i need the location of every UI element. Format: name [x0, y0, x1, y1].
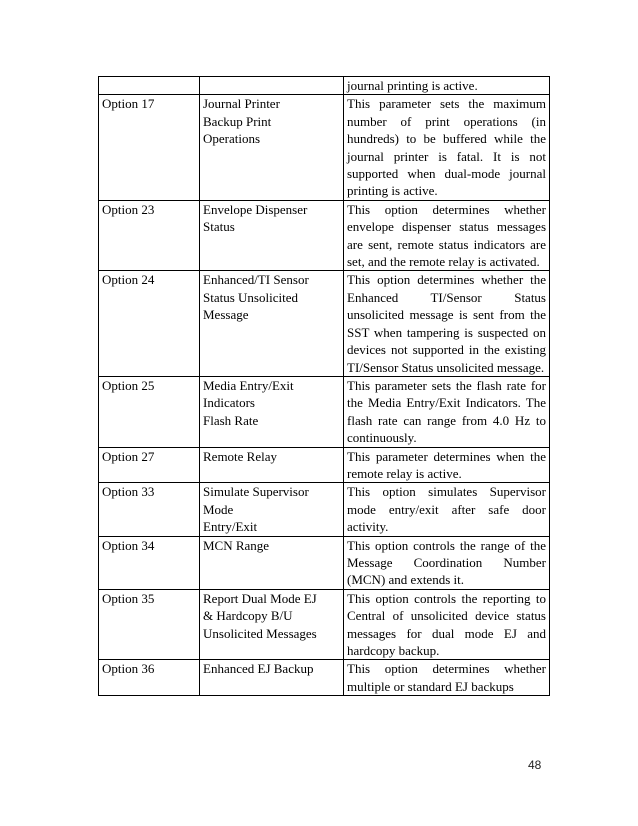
- options-table-body: [99, 77, 550, 696]
- name-cell: [200, 271, 344, 376]
- description-cell: This option controls the range of the Message Coordination Number (MCN) and extends it.: [344, 536, 550, 589]
- description-cell: This option determines whether multiple or standard EJ backups: [344, 660, 550, 696]
- option-cell: Option 23: [99, 200, 200, 271]
- description-cell: This option determines whether the Enhanced TI/Sensor Status unsolicited message is sent from the SST when tampering is suspected on devices not supported in the existing TI/Sensor Status unsolicited message.: [344, 271, 550, 376]
- page-number: 48: [528, 758, 542, 772]
- name-line: Indicators: [203, 395, 255, 411]
- description-cell: This parameter sets the flash rate for the Media Entry/Exit Indicators. The flash rate can range from 4.0 Hz to continuously.: [344, 376, 550, 447]
- table-row: [99, 536, 550, 589]
- option-cell: Option 27: [99, 447, 200, 483]
- description-cell: This option simulates Supervisor mode entry/exit after safe door activity.: [344, 483, 550, 536]
- table-row: [99, 200, 550, 271]
- option-cell: Option 33: [99, 483, 200, 536]
- name-line: Simulate Supervisor: [203, 484, 309, 500]
- table-row: [99, 447, 550, 483]
- table-row: [99, 483, 550, 536]
- description-cell: This option controls the reporting to Central of unsolicited device status messages for dual mode EJ and hardcopy backup.: [344, 589, 550, 660]
- description-cell: journal printing is active.: [344, 77, 550, 95]
- description-cell: This parameter sets the maximum number of print operations (in hundreds) to be buffered while the journal printer is fatal. It is not supported when dual-mode journal printing is active.: [344, 95, 550, 200]
- name-line: Journal Printer: [203, 96, 280, 112]
- name-cell: [200, 483, 344, 536]
- option-cell: [99, 77, 200, 95]
- name-cell: [200, 376, 344, 447]
- name-line: Entry/Exit: [203, 519, 258, 535]
- name-line: Message: [203, 307, 249, 323]
- option-cell: Option 24: [99, 271, 200, 376]
- table-row: [99, 271, 550, 376]
- description-cell: This parameter determines when the remote relay is active.: [344, 447, 550, 483]
- name-cell: [200, 95, 344, 200]
- name-line: Remote Relay: [203, 448, 278, 464]
- option-cell: Option 25: [99, 376, 200, 447]
- name-line: Flash Rate: [203, 412, 259, 428]
- name-line: MCN Range: [203, 537, 270, 553]
- name-line: Operations: [203, 131, 261, 147]
- name-line: Media Entry/Exit: [203, 377, 294, 393]
- name-cell: [200, 536, 344, 589]
- table-row: [99, 589, 550, 660]
- name-line: Enhanced/TI Sensor: [203, 272, 309, 288]
- table-row: [99, 376, 550, 447]
- table-row-continuation: [99, 77, 550, 95]
- table-row: [99, 95, 550, 200]
- name-line: & Hardcopy B/U: [203, 608, 293, 624]
- name-line: Envelope Dispenser: [203, 201, 308, 217]
- name-cell: [200, 589, 344, 660]
- name-cell: [200, 200, 344, 271]
- options-table: [98, 76, 550, 696]
- name-line: Report Dual Mode EJ: [203, 590, 317, 606]
- name-cell: [200, 660, 344, 696]
- name-cell: [200, 77, 344, 95]
- option-cell: Option 34: [99, 536, 200, 589]
- option-cell: Option 36: [99, 660, 200, 696]
- option-cell: Option 35: [99, 589, 200, 660]
- name-line: Mode: [203, 501, 234, 517]
- table-row: [99, 660, 550, 696]
- name-line: Unsolicited Messages: [203, 625, 317, 641]
- name-line: Backup Print: [203, 113, 272, 129]
- description-cell: This option determines whether envelope dispenser status messages are sent, remote status indicators are set, and the remote relay is activated.: [344, 200, 550, 271]
- name-cell: [200, 447, 344, 483]
- name-line: Enhanced EJ Backup: [203, 661, 314, 677]
- option-cell: Option 17: [99, 95, 200, 200]
- name-line: Status Unsolicited: [203, 289, 298, 305]
- name-line: Status: [203, 219, 235, 235]
